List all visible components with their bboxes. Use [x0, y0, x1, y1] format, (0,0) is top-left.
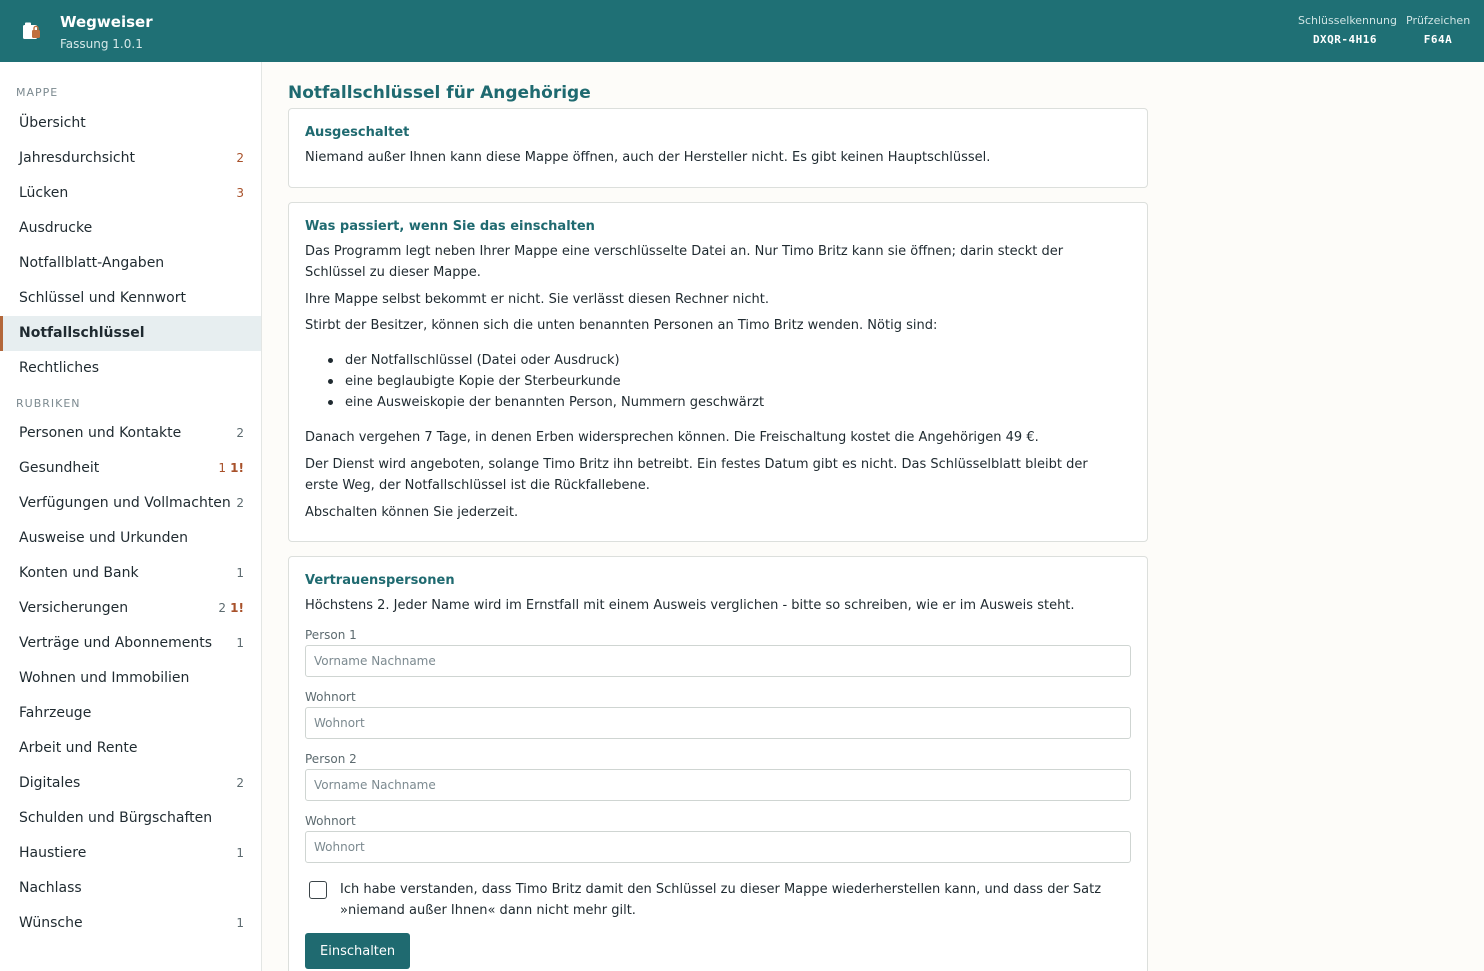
sidebar-item-versicherungen[interactable] [0, 591, 261, 626]
sidebar-item-wuensche[interactable] [0, 906, 261, 941]
sidebar-item-label: Übersicht [19, 115, 86, 131]
sidebar-item-schluessel-und-kennwort[interactable] [0, 281, 261, 316]
sidebar-item-label: Wohnen und Immobilien [19, 670, 190, 686]
info-title: Was passiert, wenn Sie das einschalten [305, 219, 595, 234]
requirement-item: eine Ausweiskopie der benannten Person, Nummern geschwärzt [345, 392, 764, 413]
item-alert-badge: 1! [230, 601, 244, 615]
info-card [288, 202, 1148, 542]
requirement-item: der Notfallschlüssel (Datei oder Ausdruck) [345, 350, 620, 371]
sidebar-item-label: Gesundheit [19, 460, 100, 476]
person2-name-input[interactable] [305, 769, 1131, 801]
status-text: Niemand außer Ihnen kann diese Mappe öffnen, auch der Hersteller nicht. Es gibt keinen Hauptschlüssel. [305, 150, 991, 165]
check-code-value: F64A [1423, 33, 1453, 46]
place2-input[interactable] [305, 831, 1131, 863]
item-alert-badge: 1! [230, 461, 244, 475]
sidebar-item-label: Digitales [19, 775, 81, 791]
sidebar-item-label: Schulden und Bürgschaften [19, 810, 213, 826]
app-version: Fassung 1.0.1 [60, 37, 143, 51]
trust-persons-title: Vertrauenspersonen [305, 573, 455, 588]
sidebar-item-label: Nachlass [19, 880, 82, 896]
sidebar-item-label: Notfallschlüssel [19, 325, 145, 341]
app-header [0, 0, 1484, 62]
check-code-block [1406, 14, 1470, 46]
key-id-value: DXQR-4H16 [1312, 33, 1378, 46]
sidebar-item-label: Arbeit und Rente [19, 740, 138, 756]
item-count-badge: 1 [236, 636, 244, 650]
sidebar-item-label: Haustiere [19, 845, 87, 861]
item-count-badge: 1 [236, 916, 244, 930]
status-title: Ausgeschaltet [305, 125, 410, 140]
info-paragraph: Danach vergehen 7 Tage, in denen Erben widersprechen können. Die Freischaltung kostet die Angehörigen 49 €. [305, 430, 1039, 445]
item-count-badge: 3 [236, 186, 244, 200]
info-paragraph: Abschalten können Sie jederzeit. [305, 505, 519, 520]
sidebar-item-label: Verfügungen und Vollmachten [19, 495, 231, 511]
item-count-badge: 2 [236, 151, 244, 165]
person1-label: Person 1 [305, 628, 357, 642]
sidebar-item-label: Fahrzeuge [19, 705, 92, 721]
sidebar-item-label: Konten und Bank [19, 565, 139, 581]
item-count-badge: 1 [218, 461, 226, 475]
sidebar-item-label: Verträge und Abonnements [19, 635, 213, 651]
folder-lock-icon [22, 21, 42, 41]
item-count-badge: 2 [236, 776, 244, 790]
sidebar-item-schulden-und-buergschaften[interactable] [0, 801, 261, 836]
sidebar-item-jahresdurchsicht[interactable] [0, 141, 261, 176]
section-label-mappe: MAPPE [16, 86, 59, 99]
sidebar-item-wohnen-und-immobilien[interactable] [0, 661, 261, 696]
sidebar-item-vertraege-und-abonnements[interactable] [0, 626, 261, 661]
sidebar-item-label: Jahresdurchsicht [19, 150, 135, 166]
sidebar-item-notfallblatt-angaben[interactable] [0, 246, 261, 281]
sidebar-item-personen-und-kontakte[interactable] [0, 416, 261, 451]
sidebar-item-uebersicht[interactable] [0, 106, 261, 141]
sidebar-item-luecken[interactable] [0, 176, 261, 211]
sidebar-item-label: Lücken [19, 185, 69, 201]
place1-input[interactable] [305, 707, 1131, 739]
info-paragraph: Stirbt der Besitzer, können sich die unten benannten Personen an Timo Britz wenden. Nötig sind: [305, 318, 938, 333]
info-paragraph: Ihre Mappe selbst bekommt er nicht. Sie verlässt diesen Rechner nicht. [305, 292, 770, 307]
sidebar [0, 62, 262, 971]
requirement-item: eine beglaubigte Kopie der Sterbeurkunde [345, 371, 621, 392]
place2-label: Wohnort [305, 814, 356, 828]
sidebar-item-gesundheit[interactable] [0, 451, 261, 486]
item-count-badge: 2 [236, 496, 244, 510]
sidebar-item-label: Wünsche [19, 915, 83, 931]
consent-text: Ich habe verstanden, dass Timo Britz damit den Schlüssel zu dieser Mappe wiederherstellen kann, und dass der Satz »niemand außer Ihnen« dann nicht mehr gilt. [340, 882, 1102, 918]
sidebar-item-label: Ausweise und Urkunden [19, 530, 188, 546]
sidebar-item-rechtliches[interactable] [0, 351, 261, 386]
key-id-block [1298, 14, 1397, 46]
sidebar-item-label: Rechtliches [19, 360, 100, 376]
trust-persons-intro: Höchstens 2. Jeder Name wird im Ernstfall mit einem Ausweis verglichen - bitte so schreiben, wie er im Ausweis steht. [305, 598, 1075, 613]
check-code-label: Prüfzeichen [1406, 14, 1471, 27]
sidebar-item-label: Ausdrucke [19, 220, 93, 236]
info-paragraph: Der Dienst wird angeboten, solange Timo Britz ihn betreibt. Ein festes Datum gibt es nicht. Das Schlüsselblatt bleibt der erste Weg, der Notfallschlüssel ist die Rückfallebene. [305, 457, 1088, 493]
section-label-rubriken: RUBRIKEN [16, 397, 81, 410]
item-count-badge: 2 [218, 601, 226, 615]
sidebar-item-verfuegungen-und-vollmachten[interactable] [0, 486, 261, 521]
info-paragraph: Das Programm legt neben Ihrer Mappe eine verschlüsselte Datei an. Nur Timo Britz kann sie öffnen; darin steckt der Schlüssel zu dieser Mappe. [305, 244, 1064, 280]
sidebar-item-label: Schlüssel und Kennwort [19, 290, 186, 306]
person2-label: Person 2 [305, 752, 357, 766]
place1-label: Wohnort [305, 690, 356, 704]
item-count-badge: 1 [236, 566, 244, 580]
page-title: Notfallschlüssel für Angehörige [288, 83, 591, 103]
consent-checkbox[interactable] [309, 881, 327, 899]
enable-button[interactable]: Einschalten [305, 933, 410, 969]
sidebar-item-label: Versicherungen [19, 600, 129, 616]
sidebar-item-ausdrucke[interactable] [0, 211, 261, 246]
item-count-badge: 1 [236, 846, 244, 860]
trust-persons-card [288, 556, 1148, 971]
sidebar-item-ausweise-und-urkunden[interactable] [0, 521, 261, 556]
sidebar-item-haustiere[interactable] [0, 836, 261, 871]
sidebar-item-label: Personen und Kontakte [19, 425, 182, 441]
sidebar-item-konten-und-bank[interactable] [0, 556, 261, 591]
person1-name-input[interactable] [305, 645, 1131, 677]
sidebar-item-fahrzeuge[interactable] [0, 696, 261, 731]
item-count-badge: 2 [236, 426, 244, 440]
sidebar-item-nachlass[interactable] [0, 871, 261, 906]
key-id-label: Schlüsselkennung [1298, 14, 1397, 27]
sidebar-item-arbeit-und-rente[interactable] [0, 731, 261, 766]
sidebar-item-digitales[interactable] [0, 766, 261, 801]
status-card [288, 108, 1148, 188]
sidebar-item-notfallschluessel[interactable] [0, 316, 261, 351]
app-title: Wegweiser [60, 13, 153, 31]
sidebar-item-label: Notfallblatt-Angaben [19, 255, 165, 271]
main-content [262, 62, 1484, 971]
